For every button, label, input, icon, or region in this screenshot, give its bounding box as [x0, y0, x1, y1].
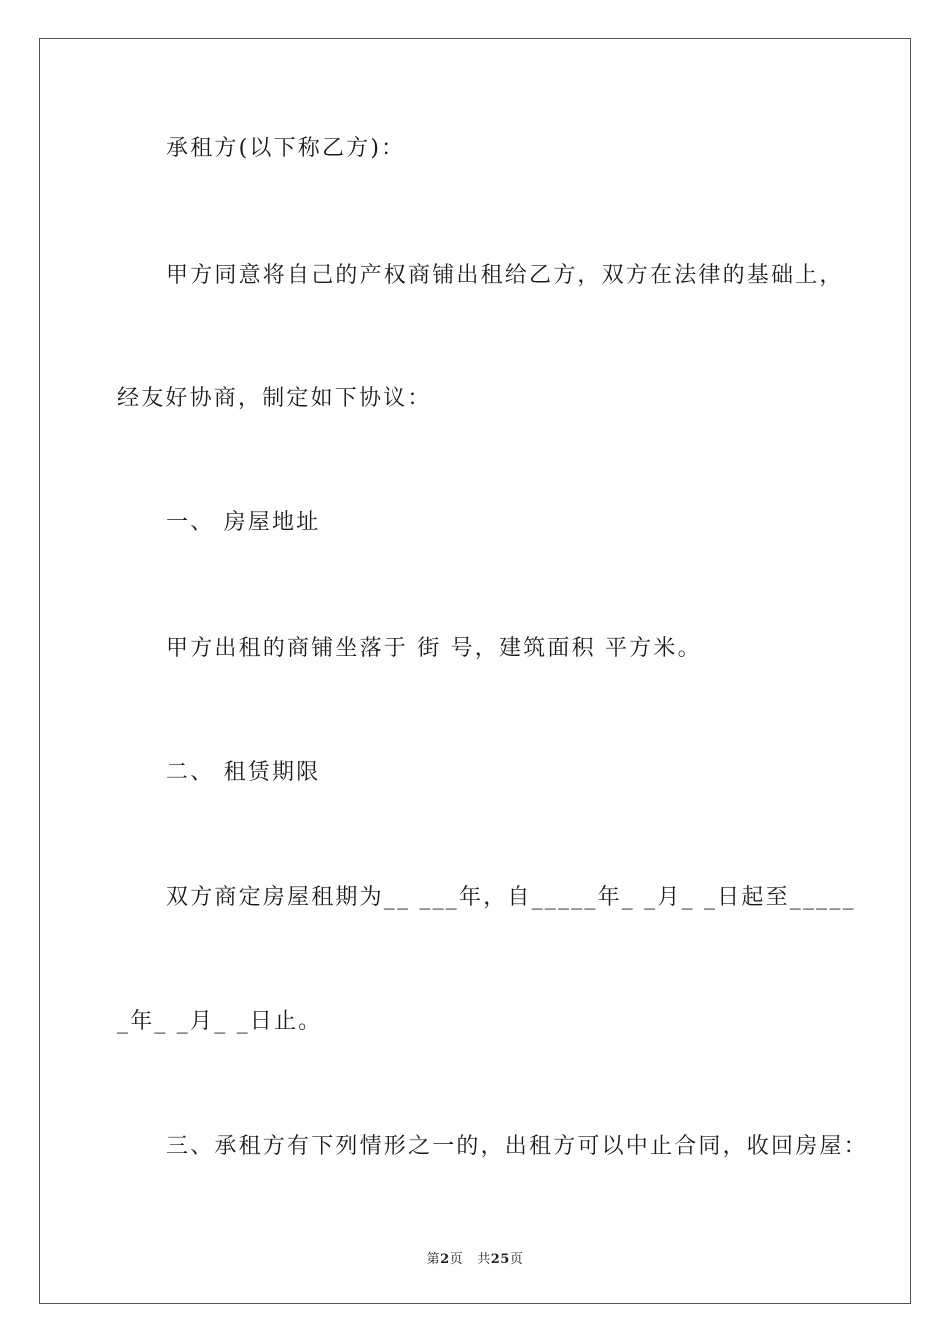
footer-total-pages: 25 — [490, 1252, 510, 1267]
lease-term-line-1: 双方商定房屋租期为__ ___年，自_____年_ _月_ _日起至_____ — [166, 885, 856, 910]
agreement-intro-line-2: 经友好协商，制定如下协议： — [117, 386, 432, 411]
section-1-heading: 一、 房屋地址 — [166, 510, 321, 535]
agreement-intro-line-1: 甲方同意将自己的产权商铺出租给乙方，双方在法律的基础上， — [166, 263, 844, 288]
section-3-heading: 三、承租方有下列情形之一的，出租方可以中止合同，收回房屋： — [166, 1134, 868, 1159]
section-2-heading: 二、 租赁期限 — [166, 760, 321, 785]
page-footer — [0, 1248, 950, 1267]
footer-page-suffix: 页 — [449, 1252, 464, 1267]
property-address-line: 甲方出租的商铺坐落于 街 号，建筑面积 平方米。 — [166, 636, 702, 661]
footer-prefix: 第 — [426, 1252, 441, 1267]
footer-page-number: 2 — [440, 1252, 450, 1267]
footer-total-suffix: 页 — [509, 1252, 524, 1267]
lease-term-line-2: _年_ _月_ _日止。 — [117, 1009, 323, 1034]
lessee-line: 承租方(以下称乙方)： — [166, 136, 406, 161]
page-border — [39, 38, 911, 1304]
footer-total-prefix: 共 — [477, 1252, 491, 1267]
